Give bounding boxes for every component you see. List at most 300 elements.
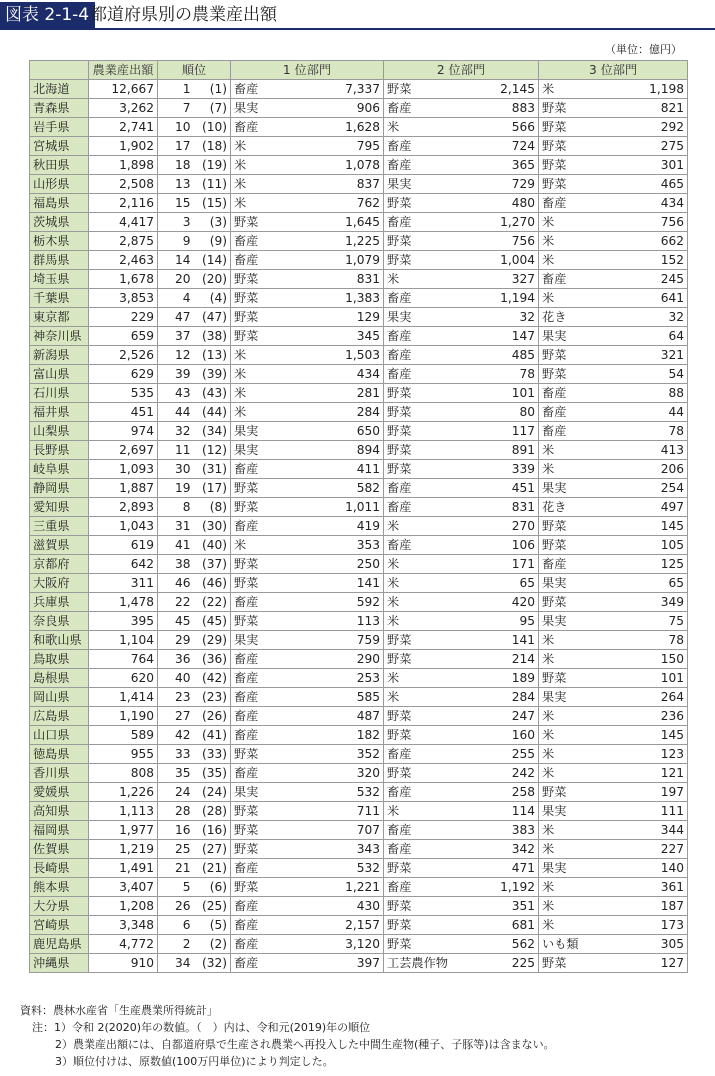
rank-cell: 32 [158, 422, 194, 441]
first-value-cell: 837 [267, 175, 384, 194]
second-value-cell: 189 [420, 669, 539, 688]
second-sector-cell: 畜産 [384, 745, 420, 764]
prefecture-cell: 茨城県 [30, 213, 89, 232]
second-sector-cell: 野菜 [384, 384, 420, 403]
prefecture-cell: 兵庫県 [30, 593, 89, 612]
third-value-cell: 187 [575, 897, 688, 916]
third-value-cell: 321 [575, 346, 688, 365]
third-sector-cell: 米 [539, 650, 575, 669]
rank-cell: 24 [158, 783, 194, 802]
output-cell: 910 [89, 954, 158, 973]
second-sector-cell: 畜産 [384, 840, 420, 859]
second-sector-cell: 畜産 [384, 213, 420, 232]
prev-rank-cell: (19) [194, 156, 231, 175]
second-sector-cell: 果実 [384, 308, 420, 327]
first-sector-cell: 米 [231, 194, 267, 213]
notes [20, 1002, 710, 1070]
table-row [30, 194, 688, 213]
first-sector-cell: 畜産 [231, 232, 267, 251]
first-sector-cell: 野菜 [231, 840, 267, 859]
second-sector-cell: 畜産 [384, 821, 420, 840]
output-cell: 3,853 [89, 289, 158, 308]
output-cell: 229 [89, 308, 158, 327]
first-sector-cell: 畜産 [231, 80, 267, 99]
second-value-cell: 383 [420, 821, 539, 840]
third-sector-cell: 畜産 [539, 422, 575, 441]
first-value-cell: 320 [267, 764, 384, 783]
third-value-cell: 197 [575, 783, 688, 802]
first-sector-cell: 果実 [231, 422, 267, 441]
table-row [30, 517, 688, 536]
first-sector-cell: 野菜 [231, 821, 267, 840]
prev-rank-cell: (10) [194, 118, 231, 137]
prefecture-cell: 岡山県 [30, 688, 89, 707]
table-row [30, 707, 688, 726]
second-value-cell: 258 [420, 783, 539, 802]
second-value-cell: 566 [420, 118, 539, 137]
first-value-cell: 352 [267, 745, 384, 764]
first-value-cell: 707 [267, 821, 384, 840]
rank-cell: 25 [158, 840, 194, 859]
output-cell: 1,898 [89, 156, 158, 175]
second-sector-cell: 米 [384, 612, 420, 631]
third-value-cell: 64 [575, 327, 688, 346]
table-row [30, 403, 688, 422]
second-sector-cell: 畜産 [384, 878, 420, 897]
second-value-cell: 480 [420, 194, 539, 213]
first-sector-cell: 畜産 [231, 707, 267, 726]
figure-title: 都道府県別の農業産出額 [90, 5, 277, 25]
third-sector-cell: 果実 [539, 859, 575, 878]
prefecture-cell: 愛媛県 [30, 783, 89, 802]
prefecture-cell: 岐阜県 [30, 460, 89, 479]
second-sector-cell: 野菜 [384, 460, 420, 479]
output-cell: 1,190 [89, 707, 158, 726]
third-value-cell: 236 [575, 707, 688, 726]
third-sector-cell: 米 [539, 232, 575, 251]
rank-cell: 28 [158, 802, 194, 821]
first-sector-cell: 野菜 [231, 612, 267, 631]
second-sector-cell: 野菜 [384, 897, 420, 916]
table-row [30, 232, 688, 251]
output-cell: 1,491 [89, 859, 158, 878]
rank-cell: 33 [158, 745, 194, 764]
second-sector-cell: 畜産 [384, 498, 420, 517]
first-value-cell: 290 [267, 650, 384, 669]
prev-rank-cell: (33) [194, 745, 231, 764]
third-value-cell: 662 [575, 232, 688, 251]
second-value-cell: 270 [420, 517, 539, 536]
second-sector-cell: 野菜 [384, 232, 420, 251]
table-row [30, 498, 688, 517]
third-value-cell: 54 [575, 365, 688, 384]
output-cell: 808 [89, 764, 158, 783]
table-row [30, 593, 688, 612]
output-cell: 2,697 [89, 441, 158, 460]
first-sector-cell: 畜産 [231, 916, 267, 935]
first-value-cell: 434 [267, 365, 384, 384]
third-sector-cell: 野菜 [539, 536, 575, 555]
third-sector-cell: 米 [539, 764, 575, 783]
output-cell: 2,508 [89, 175, 158, 194]
first-sector-cell: 野菜 [231, 289, 267, 308]
second-value-cell: 117 [420, 422, 539, 441]
third-value-cell: 361 [575, 878, 688, 897]
output-cell: 974 [89, 422, 158, 441]
second-sector-cell: 野菜 [384, 403, 420, 422]
rank-cell: 19 [158, 479, 194, 498]
first-value-cell: 1,503 [267, 346, 384, 365]
first-sector-cell: 米 [231, 175, 267, 194]
prefecture-output-table [29, 60, 688, 973]
prefecture-cell: 山梨県 [30, 422, 89, 441]
prefecture-cell: 香川県 [30, 764, 89, 783]
prev-rank-cell: (40) [194, 536, 231, 555]
table-row [30, 688, 688, 707]
rank-cell: 8 [158, 498, 194, 517]
third-sector-cell: 果実 [539, 479, 575, 498]
header-row [30, 61, 688, 80]
second-sector-cell: 米 [384, 802, 420, 821]
third-value-cell: 254 [575, 479, 688, 498]
prefecture-cell: 山口県 [30, 726, 89, 745]
second-value-cell: 225 [420, 954, 539, 973]
prev-rank-cell: (14) [194, 251, 231, 270]
second-sector-cell: 畜産 [384, 289, 420, 308]
table-row [30, 574, 688, 593]
rank-cell: 44 [158, 403, 194, 422]
third-sector-cell: 米 [539, 840, 575, 859]
prefecture-cell: 宮崎県 [30, 916, 89, 935]
first-sector-cell: 野菜 [231, 574, 267, 593]
second-value-cell: 1,270 [420, 213, 539, 232]
table-row [30, 859, 688, 878]
prefecture-cell: 福井県 [30, 403, 89, 422]
table-row [30, 821, 688, 840]
prev-rank-cell: (39) [194, 365, 231, 384]
second-value-cell: 214 [420, 650, 539, 669]
second-sector-cell: 畜産 [384, 327, 420, 346]
table-row [30, 346, 688, 365]
prev-rank-cell: (25) [194, 897, 231, 916]
rank-cell: 27 [158, 707, 194, 726]
header-output: 農業産出額 [89, 61, 158, 80]
third-value-cell: 123 [575, 745, 688, 764]
first-value-cell: 411 [267, 460, 384, 479]
second-value-cell: 160 [420, 726, 539, 745]
second-sector-cell: 野菜 [384, 650, 420, 669]
third-sector-cell: 野菜 [539, 346, 575, 365]
output-cell: 642 [89, 555, 158, 574]
first-sector-cell: 畜産 [231, 897, 267, 916]
source-note: 資料：農林水産省「生産農業所得統計」 [20, 1004, 218, 1017]
output-cell: 659 [89, 327, 158, 346]
third-sector-cell: 米 [539, 745, 575, 764]
first-sector-cell: 米 [231, 536, 267, 555]
output-cell: 1,113 [89, 802, 158, 821]
rank-cell: 40 [158, 669, 194, 688]
first-value-cell: 1,079 [267, 251, 384, 270]
rank-cell: 39 [158, 365, 194, 384]
second-sector-cell: 野菜 [384, 422, 420, 441]
output-cell: 764 [89, 650, 158, 669]
table-row [30, 251, 688, 270]
second-sector-cell: 畜産 [384, 346, 420, 365]
third-value-cell: 275 [575, 137, 688, 156]
prev-rank-cell: (9) [194, 232, 231, 251]
prefecture-cell: 鳥取県 [30, 650, 89, 669]
rank-cell: 10 [158, 118, 194, 137]
third-value-cell: 206 [575, 460, 688, 479]
prev-rank-cell: (12) [194, 441, 231, 460]
output-cell: 1,208 [89, 897, 158, 916]
second-sector-cell: 米 [384, 688, 420, 707]
third-value-cell: 105 [575, 536, 688, 555]
output-cell: 1,093 [89, 460, 158, 479]
note-1: 注：1）令和 2(2020)年の数値。（ ）内は、令和元(2019)年の順位 [32, 1021, 371, 1034]
prev-rank-cell: (46) [194, 574, 231, 593]
first-sector-cell: 米 [231, 156, 267, 175]
second-value-cell: 831 [420, 498, 539, 517]
first-value-cell: 2,157 [267, 916, 384, 935]
third-sector-cell: 畜産 [539, 555, 575, 574]
first-sector-cell: 畜産 [231, 669, 267, 688]
table-row [30, 783, 688, 802]
output-cell: 620 [89, 669, 158, 688]
first-sector-cell: 畜産 [231, 517, 267, 536]
second-sector-cell: 畜産 [384, 365, 420, 384]
prev-rank-cell: (26) [194, 707, 231, 726]
output-cell: 1,414 [89, 688, 158, 707]
second-sector-cell: 野菜 [384, 859, 420, 878]
first-value-cell: 1,011 [267, 498, 384, 517]
prev-rank-cell: (30) [194, 517, 231, 536]
second-value-cell: 351 [420, 897, 539, 916]
prefecture-cell: 大分県 [30, 897, 89, 916]
second-value-cell: 1,194 [420, 289, 539, 308]
third-sector-cell: 米 [539, 460, 575, 479]
third-value-cell: 173 [575, 916, 688, 935]
prev-rank-cell: (28) [194, 802, 231, 821]
prev-rank-cell: (43) [194, 384, 231, 403]
second-value-cell: 247 [420, 707, 539, 726]
prefecture-cell: 東京都 [30, 308, 89, 327]
rank-cell: 43 [158, 384, 194, 403]
first-sector-cell: 野菜 [231, 555, 267, 574]
third-value-cell: 101 [575, 669, 688, 688]
rank-cell: 35 [158, 764, 194, 783]
second-sector-cell: 果実 [384, 175, 420, 194]
third-value-cell: 305 [575, 935, 688, 954]
first-value-cell: 343 [267, 840, 384, 859]
third-sector-cell: 果実 [539, 327, 575, 346]
prefecture-cell: 静岡県 [30, 479, 89, 498]
second-sector-cell: 畜産 [384, 536, 420, 555]
prev-rank-cell: (35) [194, 764, 231, 783]
rank-cell: 5 [158, 878, 194, 897]
second-value-cell: 681 [420, 916, 539, 935]
third-sector-cell: 野菜 [539, 365, 575, 384]
third-sector-cell: 米 [539, 80, 575, 99]
first-value-cell: 762 [267, 194, 384, 213]
rank-cell: 4 [158, 289, 194, 308]
third-value-cell: 641 [575, 289, 688, 308]
third-sector-cell: 果実 [539, 612, 575, 631]
first-sector-cell: 果実 [231, 99, 267, 118]
prev-rank-cell: (18) [194, 137, 231, 156]
first-value-cell: 1,628 [267, 118, 384, 137]
prefecture-cell: 群馬県 [30, 251, 89, 270]
output-cell: 589 [89, 726, 158, 745]
rank-cell: 16 [158, 821, 194, 840]
first-value-cell: 7,337 [267, 80, 384, 99]
prev-rank-cell: (22) [194, 593, 231, 612]
first-sector-cell: 畜産 [231, 764, 267, 783]
second-value-cell: 80 [420, 403, 539, 422]
rank-cell: 41 [158, 536, 194, 555]
first-sector-cell: 野菜 [231, 213, 267, 232]
prefecture-cell: 青森県 [30, 99, 89, 118]
prev-rank-cell: (7) [194, 99, 231, 118]
rank-cell: 13 [158, 175, 194, 194]
prev-rank-cell: (42) [194, 669, 231, 688]
second-value-cell: 65 [420, 574, 539, 593]
rank-cell: 34 [158, 954, 194, 973]
second-sector-cell: 工芸農作物 [384, 954, 420, 973]
third-sector-cell: 米 [539, 707, 575, 726]
table-row [30, 726, 688, 745]
prev-rank-cell: (38) [194, 327, 231, 346]
first-value-cell: 1,225 [267, 232, 384, 251]
prefecture-cell: 千葉県 [30, 289, 89, 308]
third-value-cell: 145 [575, 517, 688, 536]
third-sector-cell: 野菜 [539, 118, 575, 137]
second-sector-cell: 米 [384, 118, 420, 137]
rank-cell: 45 [158, 612, 194, 631]
rank-cell: 23 [158, 688, 194, 707]
output-cell: 955 [89, 745, 158, 764]
third-sector-cell: 畜産 [539, 403, 575, 422]
rank-cell: 37 [158, 327, 194, 346]
output-cell: 395 [89, 612, 158, 631]
rank-cell: 11 [158, 441, 194, 460]
third-value-cell: 125 [575, 555, 688, 574]
second-sector-cell: 野菜 [384, 726, 420, 745]
table-row [30, 118, 688, 137]
third-sector-cell: 畜産 [539, 384, 575, 403]
second-sector-cell: 米 [384, 574, 420, 593]
second-value-cell: 327 [420, 270, 539, 289]
prev-rank-cell: (32) [194, 954, 231, 973]
prev-rank-cell: (21) [194, 859, 231, 878]
title-bar [0, 0, 715, 30]
first-sector-cell: 野菜 [231, 479, 267, 498]
prefecture-cell: 石川県 [30, 384, 89, 403]
second-sector-cell: 野菜 [384, 441, 420, 460]
prev-rank-cell: (11) [194, 175, 231, 194]
first-value-cell: 284 [267, 403, 384, 422]
prev-rank-cell: (4) [194, 289, 231, 308]
prev-rank-cell: (47) [194, 308, 231, 327]
first-sector-cell: 果実 [231, 631, 267, 650]
rank-cell: 18 [158, 156, 194, 175]
table-row [30, 270, 688, 289]
third-sector-cell: 花き [539, 308, 575, 327]
third-sector-cell: 野菜 [539, 593, 575, 612]
output-cell: 1,104 [89, 631, 158, 650]
third-value-cell: 32 [575, 308, 688, 327]
first-value-cell: 253 [267, 669, 384, 688]
table-row [30, 669, 688, 688]
first-sector-cell: 畜産 [231, 460, 267, 479]
third-value-cell: 292 [575, 118, 688, 137]
third-value-cell: 145 [575, 726, 688, 745]
header-third-sector: 3 位部門 [539, 61, 688, 80]
table-row [30, 365, 688, 384]
second-sector-cell: 畜産 [384, 137, 420, 156]
figure-label: 図表 2-1-4 [0, 2, 95, 28]
prefecture-cell: 山形県 [30, 175, 89, 194]
output-cell: 3,348 [89, 916, 158, 935]
prefecture-cell: 新潟県 [30, 346, 89, 365]
first-sector-cell: 畜産 [231, 954, 267, 973]
prefecture-cell: 徳島県 [30, 745, 89, 764]
rank-cell: 22 [158, 593, 194, 612]
third-value-cell: 121 [575, 764, 688, 783]
table-row [30, 897, 688, 916]
second-value-cell: 255 [420, 745, 539, 764]
rank-cell: 46 [158, 574, 194, 593]
third-sector-cell: 米 [539, 631, 575, 650]
first-sector-cell: 畜産 [231, 593, 267, 612]
second-value-cell: 2,145 [420, 80, 539, 99]
prev-rank-cell: (1) [194, 80, 231, 99]
prev-rank-cell: (15) [194, 194, 231, 213]
first-value-cell: 281 [267, 384, 384, 403]
rank-cell: 47 [158, 308, 194, 327]
header-second-sector: 2 位部門 [384, 61, 539, 80]
prev-rank-cell: (8) [194, 498, 231, 517]
first-sector-cell: 米 [231, 346, 267, 365]
first-value-cell: 894 [267, 441, 384, 460]
first-value-cell: 831 [267, 270, 384, 289]
prev-rank-cell: (41) [194, 726, 231, 745]
first-value-cell: 129 [267, 308, 384, 327]
first-sector-cell: 野菜 [231, 308, 267, 327]
first-sector-cell: 米 [231, 137, 267, 156]
prefecture-cell: 大阪府 [30, 574, 89, 593]
third-sector-cell: 果実 [539, 688, 575, 707]
third-sector-cell: 野菜 [539, 517, 575, 536]
third-value-cell: 413 [575, 441, 688, 460]
rank-cell: 1 [158, 80, 194, 99]
second-value-cell: 562 [420, 935, 539, 954]
table-row [30, 745, 688, 764]
table-row [30, 650, 688, 669]
rank-cell: 3 [158, 213, 194, 232]
prev-rank-cell: (2) [194, 935, 231, 954]
first-value-cell: 419 [267, 517, 384, 536]
third-value-cell: 78 [575, 631, 688, 650]
note-3: 3）順位付けは、原数値(100万円単位)により判定した。 [55, 1055, 334, 1068]
second-value-cell: 101 [420, 384, 539, 403]
rank-cell: 38 [158, 555, 194, 574]
first-value-cell: 1,221 [267, 878, 384, 897]
third-value-cell: 65 [575, 574, 688, 593]
output-cell: 2,741 [89, 118, 158, 137]
second-sector-cell: 野菜 [384, 631, 420, 650]
table-row [30, 156, 688, 175]
